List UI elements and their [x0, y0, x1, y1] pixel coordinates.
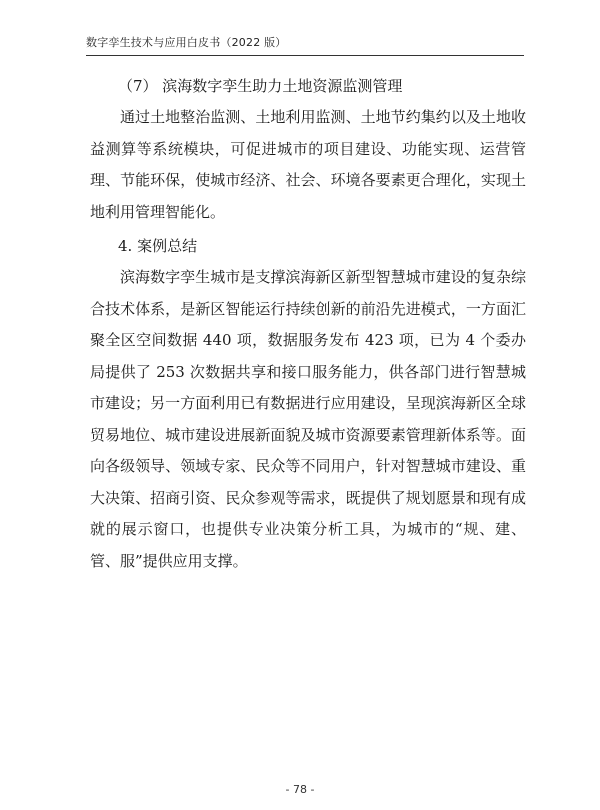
document-body	[90, 70, 526, 577]
page-number: - 78 -	[285, 783, 315, 796]
page-header-title: 数字孪生技术与应用白皮书（2022 版）	[86, 36, 287, 49]
header-divider	[86, 55, 524, 56]
section-4-heading: 4. 案例总结	[118, 237, 198, 255]
section-7-heading: （7） 滨海数字孪生助力土地资源监测管理	[118, 77, 403, 95]
section-4-paragraph: 滨海数字孪生城市是支撑滨海新区新型智慧城市建设的复杂综合技术体系，是新区智能运行持续创新的前沿先进模式，一方面汇聚全区空间数据 440 项，数据服务发布 423 项，已为 4 个委办局提供了 253 次数据共享和接口服务能力，供各部门进行智慧城市建设；另一方面利用已有数据进行应用建设，呈现滨海新区全球贸易地位、城市建设进展新面貌及城市资源要素管理新体系等。面向各级领导、领域专家、民众等不同用户，针对智慧城市建设、重大决策、招商引资、民众参观等需求，既提供了规划愿景和现有成就的展示窗口，也提供专业决策分析工具，为城市的“规、建、管、服”提供应用支撑。	[90, 268, 526, 570]
section-7-paragraph: 通过土地整治监测、土地利用监测、土地节约集约以及土地收益测算等系统模块，可促进城市的项目建设、功能实现、运营管理、节能环保，使城市经济、社会、环境各要素更合理化，实现土地利用管理智能化。	[90, 108, 526, 221]
